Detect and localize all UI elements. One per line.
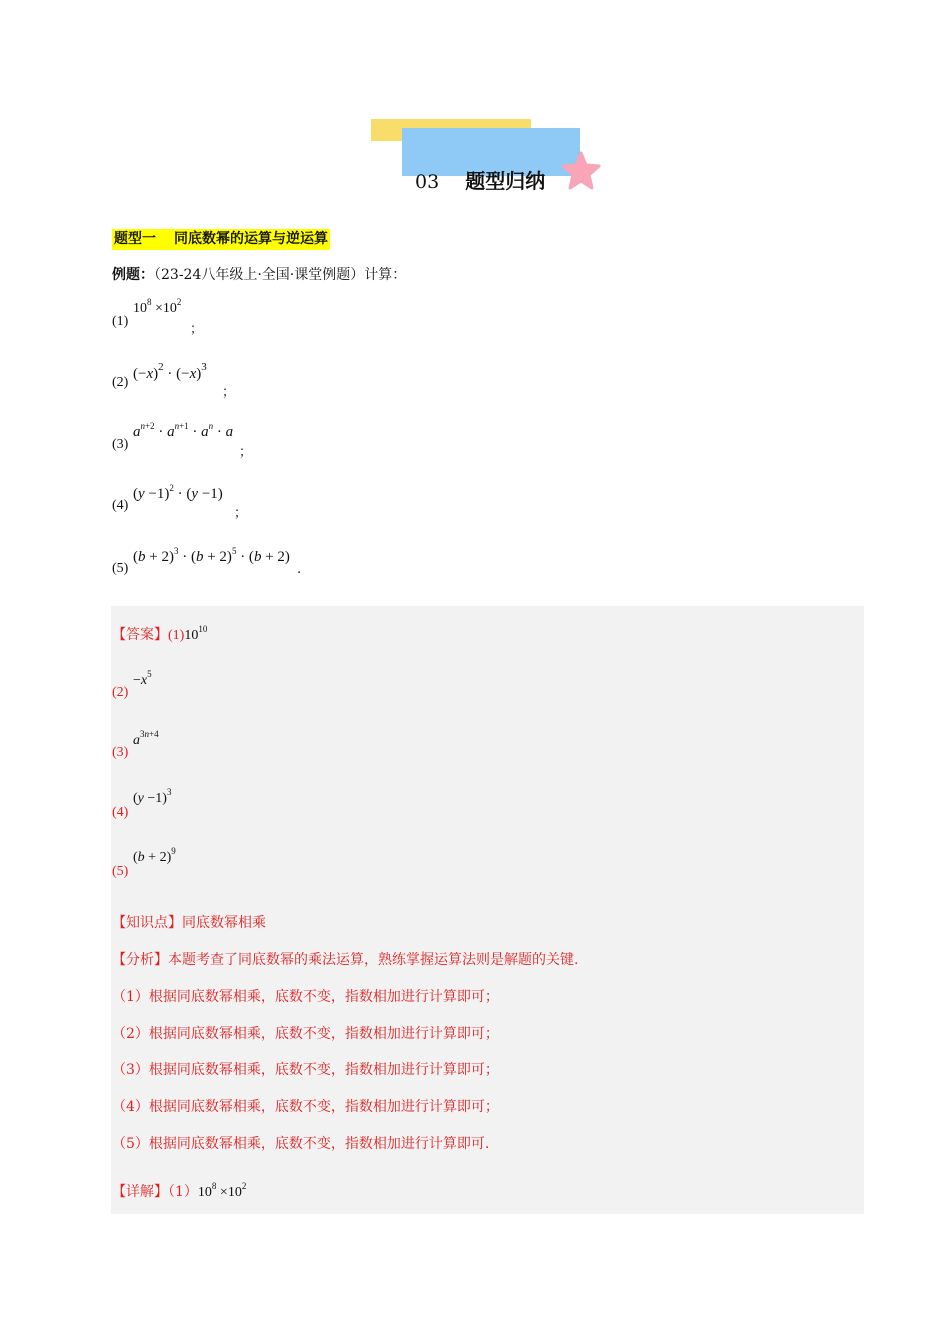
section-heading bbox=[415, 165, 545, 194]
question-number: (5) bbox=[112, 561, 129, 576]
detail-number: （1） bbox=[168, 1184, 198, 1200]
analysis-step: （4）根据同底数幂相乘，底数不变，指数相加进行计算即可； bbox=[112, 1099, 499, 1115]
detail bbox=[112, 1181, 246, 1201]
example-label: 例题： bbox=[112, 267, 154, 283]
analysis-text: 本题考查了同底数幂的乘法运算，熟练掌握运算法则是解题的关键. bbox=[168, 952, 579, 968]
question-end: . bbox=[297, 562, 302, 577]
question-end: ； bbox=[190, 322, 204, 337]
answer-expression: $(b + 2)^9$ bbox=[133, 846, 176, 865]
answer-number: (3) bbox=[112, 745, 129, 760]
knowledge-point bbox=[112, 912, 266, 932]
analysis-step: （1）根据同底数幂相乘，底数不变，指数相加进行计算即可； bbox=[112, 989, 499, 1005]
answer-number: (4) bbox=[112, 805, 129, 820]
answer-expression: $10^{10}$ bbox=[184, 624, 208, 643]
example-source: （23-24八年级上·全国·课堂例题）计算： bbox=[154, 267, 407, 283]
knowledge-text: 同底数幂相乘 bbox=[182, 915, 266, 931]
star-icon bbox=[561, 151, 601, 191]
analysis bbox=[112, 949, 578, 969]
analysis-tag: 【分析】 bbox=[112, 952, 168, 968]
answer-number: (2) bbox=[112, 685, 129, 700]
question-type-name: 同底数幂的运算与逆运算 bbox=[174, 231, 328, 247]
question-type-label: 题型一 bbox=[114, 231, 156, 247]
answer-expression: $-x^5$ bbox=[133, 669, 152, 688]
math-expression: $a^{n+2} \cdot a^{n+1} \cdot a^n \cdot a$ bbox=[133, 421, 234, 440]
heading-title: 题型归纳 bbox=[465, 169, 546, 193]
math-expression: $(y -1)^2 \cdot (y -1)$ bbox=[133, 483, 223, 502]
question-end: ； bbox=[222, 385, 236, 400]
math-expression: $(b + 2)^3 \cdot (b + 2)^5 \cdot (b + 2)$ bbox=[133, 546, 290, 565]
knowledge-tag: 【知识点】 bbox=[112, 915, 182, 931]
analysis-step: （5）根据同底数幂相乘，底数不变，指数相加进行计算即可. bbox=[112, 1136, 490, 1152]
detail-expression: $10^8 \times 10^2$ bbox=[197, 1181, 247, 1200]
answer-number: (1) bbox=[168, 628, 185, 643]
answer-tag: 【答案】 bbox=[112, 627, 168, 643]
detail-tag: 【详解】 bbox=[112, 1184, 168, 1200]
question-number: (4) bbox=[112, 498, 129, 513]
question-number: (3) bbox=[112, 437, 129, 452]
math-expression: $10^8 \times 10^2$ bbox=[133, 297, 182, 316]
answer-line-1 bbox=[112, 624, 207, 644]
analysis-step: （3）根据同底数幂相乘，底数不变，指数相加进行计算即可； bbox=[112, 1062, 499, 1078]
answer-expression: $(y -1)^3$ bbox=[133, 787, 172, 806]
answer-number: (5) bbox=[112, 864, 129, 879]
answer-box bbox=[111, 606, 864, 1214]
heading-number: 03 bbox=[415, 171, 440, 193]
question-type-title bbox=[112, 229, 330, 250]
example-intro bbox=[112, 264, 406, 284]
math-expression: $(-x)^2 \cdot (-x)^3$ bbox=[133, 361, 207, 382]
question-end: ； bbox=[234, 506, 248, 521]
question-number: (1) bbox=[112, 314, 129, 329]
analysis-step: （2）根据同底数幂相乘，底数不变，指数相加进行计算即可； bbox=[112, 1026, 499, 1042]
answer-expression: $a^{3n+4}$ bbox=[133, 729, 159, 748]
question-end: ； bbox=[239, 445, 253, 460]
question-number: (2) bbox=[112, 375, 129, 390]
